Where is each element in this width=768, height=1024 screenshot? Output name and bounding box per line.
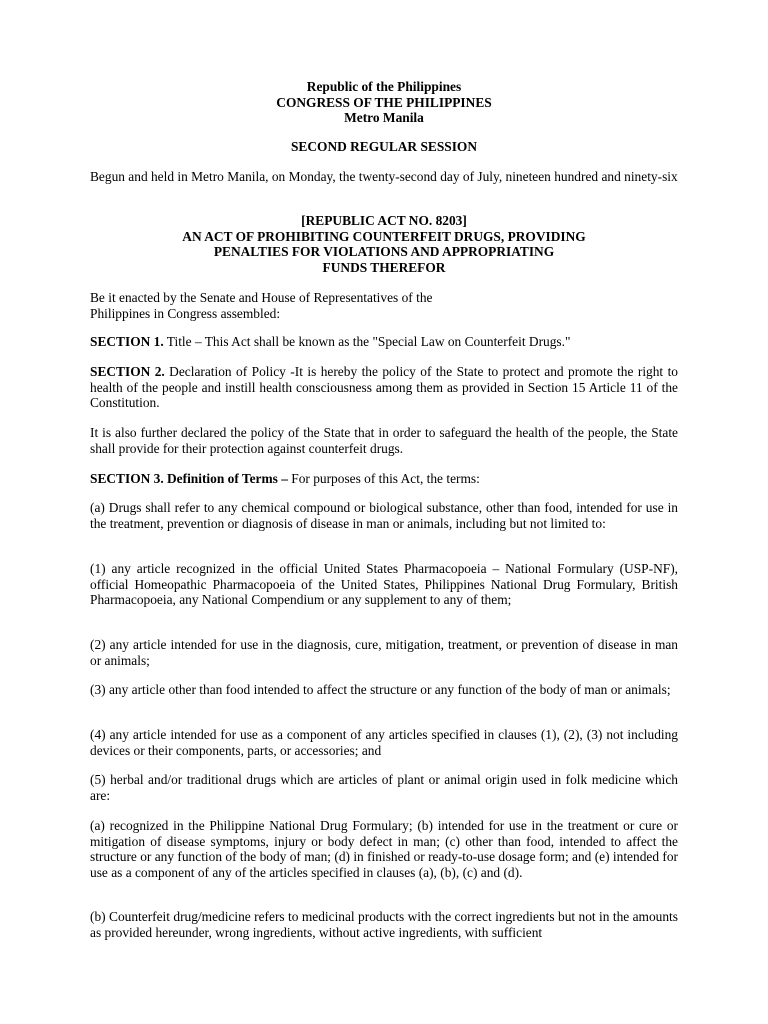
section-2-text: Declaration of Policy -It is hereby the policy of the State to protect and promote the right to health of the people and instill health consciousness among them as provided in Section 15 Article 11 of the Constitution.	[90, 364, 678, 410]
definition-b: (b) Counterfeit drug/medicine refers to medicinal products with the correct ingredients but not in the amounts as provided hereunder, wrong ingredients, without active ingredients, with sufficient	[90, 909, 678, 940]
clause-4: (4) any article intended for use as a component of any articles specified in clauses (1), (2), (3) not including devices or their components, parts, or accessories; and	[90, 727, 678, 758]
act-title-line-1: AN ACT OF PROHIBITING COUNTERFEIT DRUGS, PROVIDING	[182, 228, 586, 244]
enacting-line-2: Philippines in Congress assembled:	[90, 305, 281, 321]
section-2-paragraph-2: It is also further declared the policy of the State that in order to safeguard the health of the people, the State shall provide for their protection against counterfeit drugs.	[90, 425, 678, 456]
section-3-heading: SECTION 3. Definition of Terms –	[90, 471, 288, 486]
session-heading: SECOND REGULAR SESSION	[290, 139, 478, 154]
header-location: Metro Manila	[344, 110, 424, 125]
document-header	[90, 79, 678, 126]
enacting-clause	[90, 290, 678, 321]
section-3	[90, 471, 678, 487]
act-title	[90, 213, 678, 275]
clause-2: (2) any article intended for use in the diagnosis, cure, mitigation, treatment, or prevention of disease in man or animals;	[90, 637, 678, 668]
act-title-line-3: FUNDS THEREFOR	[322, 259, 446, 275]
header-congress: CONGRESS OF THE PHILIPPINES	[276, 94, 492, 110]
enacting-line-1: Be it enacted by the Senate and House of Representatives of the	[90, 290, 433, 305]
clause-1: (1) any article recognized in the official United States Pharmacopoeia – National Formulary (USP-NF), official Homeopathic Pharmacopoeia of the United States, Philippines National Drug Formulary, British Pharmacopoeia, any National Compendium or any supplement to any of them;	[90, 561, 678, 607]
begun-paragraph: Begun and held in Metro Manila, on Monday, the twenty-second day of July, nineteen hundred and ninety-six	[90, 169, 678, 184]
clause-5-detail: (a) recognized in the Philippine National Drug Formulary; (b) intended for use in the treatment or cure or mitigation of disease symptoms, injury or body defect in man; (c) other than food, intended to affect the structure or any function of the body of man; (d) in finished or ready-to-use dosage form; and (e) intended for use as a component of any of the articles specified in clauses (a), (b), (c) and (d).	[90, 818, 678, 880]
section-3-text: For purposes of this Act, the terms:	[287, 471, 480, 486]
section-2	[90, 364, 678, 411]
section-1	[90, 334, 678, 350]
clause-3: (3) any article other than food intended to affect the structure or any function of the body of man or animals;	[90, 682, 671, 697]
section-1-text: Title – This Act shall be known as the "Special Law on Counterfeit Drugs."	[163, 334, 571, 349]
section-1-heading: SECTION 1.	[90, 334, 164, 349]
clause-5: (5) herbal and/or traditional drugs which are articles of plant or animal origin used in folk medicine which are:	[90, 772, 678, 803]
definition-a: (a) Drugs shall refer to any chemical compound or biological substance, other than food, intended for use in the treatment, prevention or diagnosis of disease in man or animals, including but not limited to:	[90, 500, 678, 531]
act-number: [REPUBLIC ACT NO. 8203]	[301, 213, 467, 228]
section-2-heading: SECTION 2.	[90, 364, 165, 379]
act-title-line-2: PENALTIES FOR VIOLATIONS AND APPROPRIATING	[213, 244, 555, 259]
header-republic: Republic of the Philippines	[306, 79, 462, 94]
